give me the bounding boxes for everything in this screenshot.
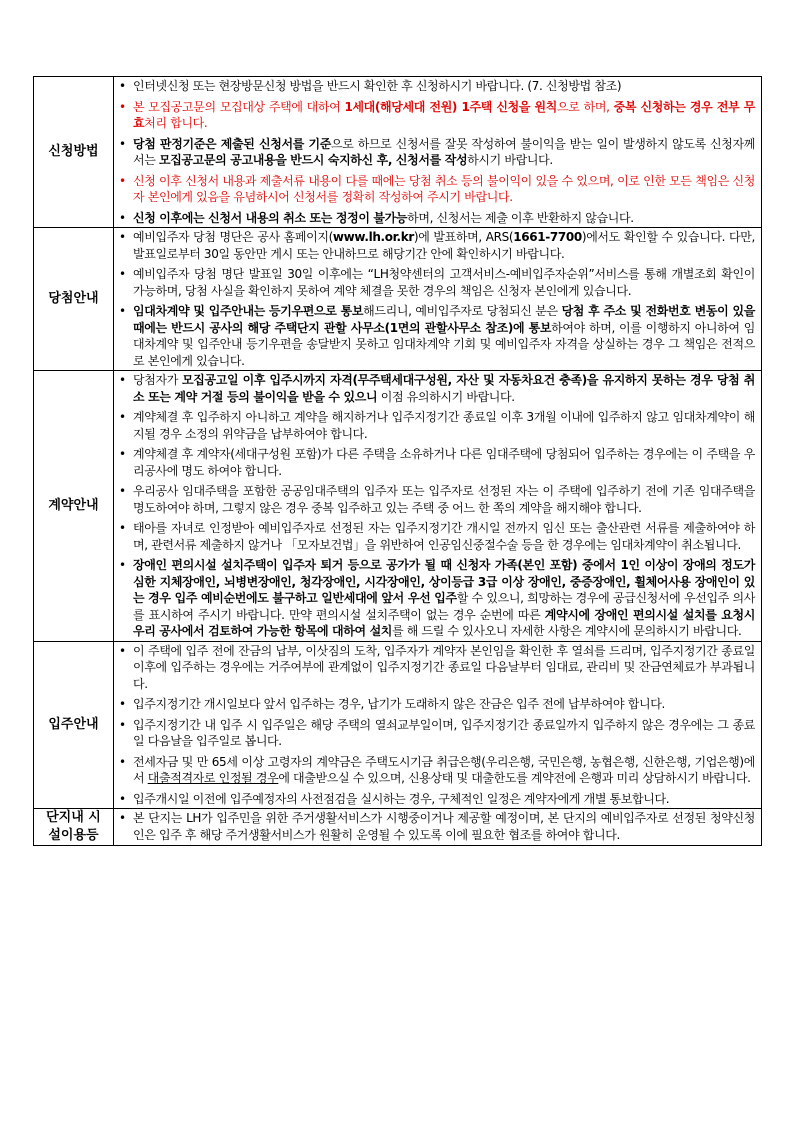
item-text: 으로 하며, [557,99,614,114]
item-text: 전세자금 및 만 65세 이상 고령자의 계약금은 주택도시기금 취급은행(우리은행, 국민은행, 농협은행, 신한은행, 기업은행)에서 [133,754,755,785]
section-label: 단지내 시설이용등 [34,809,114,846]
item-text: 하시기 바랍니다. [467,153,553,167]
item-text: )에 발표하며, ARS( [413,230,514,244]
list-item [118,173,755,206]
bullet-list [118,810,755,843]
item-text: 계약체결 후 입주하지 아니하고 계약을 해지하거나 입주지정기간 종료일 이후 3개월 이내에 입주하지 않고 임대차계약이 해지될 경우 소정의 위약금을 납부하여야 합니다. [133,410,755,441]
bullet-list [118,78,755,226]
item-text: 장애인 편의시설 설치주택이 입주자 퇴거 등으로 공가가 될 때 신청자 가족(본인 포함) 중에서 1인 이상이 장애의 정도가 심한 지체장애인, 뇌병변장애인, 청각장애인, 시각장애인, 상이등급 3급 이상 장애인, 중증장애인, 휠체어사용 장애인이 있는 경우 입주 예비순번에도 불구하고 일반세대에 앞서 우선 입주 [133,558,755,605]
list-item [118,136,755,169]
bullet-icon: • [119,173,126,188]
item-text: 예비입주자 당첨 명단 발표일 30일 이후에는 “LH청약센터의 고객서비스-예비입주자순위”서비스를 통해 개별조회 확인이 가능하며, 당첨 사실을 확인하지 못하여 계약 체결을 못한 경우의 책임은 신청자 본인에게 있습니다. [133,267,755,298]
item-text: 입주개시일 이전에 입주예정자의 사전점검을 실시하는 경우, 구체적인 일정은 계약자에게 개별 통보합니다. [133,791,670,806]
bullet-icon: • [119,484,126,498]
item-text: )에서도 확인할 수 있습니다. 다만, 발표일로부터 30일 동안만 게시 또는 안내하므로 해당기간 안에 확인하시기 바랍니다. [133,230,755,261]
item-text: 하여야 하며, 이를 이행하지 아니하여 임대차계약 및 입주안내 등기우편을 송달받지 못하고 임대차계약 기회 및 예비입주자 자격을 상실하는 경우 그 책임은 전적으로 본인에게 있습니다. [133,320,755,368]
item-text: 1세대(해당세대 전원) 1주택 신청을 원칙 [344,99,558,114]
item-text: 당첨 판정기준은 제출된 신청서를 기준 [133,136,332,151]
section-content [114,77,762,228]
list-item [118,643,755,693]
bullet-list [118,372,755,640]
item-text: 해드리니, 예비입주자로 당첨되신 분은 [363,304,562,318]
bullet-icon: • [119,410,126,424]
item-text: 에 대출받으실 수 있으며, 신용상태 및 대출한도를 계약전에 은행과 미리 상담하시기 바랍니다. [278,771,751,785]
item-text: 계약체결 후 계약자(세대구성원 포함)가 다른 주택을 소유하거나 다른 임대주택에 당첨되어 입주하는 경우에는 이 주택을 우리공사에 명도 하여야 합니다. [133,447,755,478]
list-item [118,409,755,442]
bullet-icon: • [119,79,126,93]
section-content [114,809,762,846]
item-text: 우리공사 임대주택을 포함한 공공임대주택의 입주자 또는 입주자로 선정된 자는 이 주택에 입주하기 전에 기존 임대주택을 명도하여야 하며, 그렇지 않은 경우 중복 입주하고 있는 주택 중 어느 한 쪽의 계약을 해지해야 합니다. [133,484,755,515]
list-item [118,483,755,516]
section-move-in-notice [34,641,762,809]
bullet-icon: • [119,99,126,114]
list-item [118,99,755,132]
section-label: 계약안내 [34,371,114,642]
item-text: 예비입주자 당첨 명단은 공사 홈페이지( [133,230,333,244]
section-contract-notice [34,371,762,642]
list-item [118,372,755,405]
bullet-icon: • [119,791,126,806]
bullet-icon: • [119,210,126,225]
bullet-icon: • [119,136,126,151]
item-text: 모집공고문의 공고내용을 반드시 숙지하신 후, 신청서를 작성 [158,153,468,167]
bullet-icon: • [119,521,126,535]
item-text: 를 해 드릴 수 있사오니 자세한 사항은 계약시에 문의하시기 바랍니다. [392,624,742,638]
bullet-icon: • [119,230,126,244]
item-text: 으로 하므로 신청서를 잘못 작성하여 불이익을 받는 일이 발생하지 않도록 신청자께서는 [133,136,755,167]
list-item [118,303,755,369]
item-text: 임대차계약 및 입주안내는 등기우편으로 통보 [133,304,364,318]
bullet-list [118,229,755,369]
item-text: 처리 합니다. [144,116,208,130]
section-label: 신청방법 [34,77,114,228]
section-facility-use [34,809,762,846]
item-text: 모집공고일 이후 입주시까지 자격(무주택세대구성원, 자산 및 자동차요건 충족)을 유지하지 못하는 경우 당첨 취소 또는 계약 거절 등의 불이익을 받을 수 있으니 [133,373,755,404]
section-content [114,641,762,809]
item-text: www.lh.or.kr [332,230,414,244]
list-item [118,717,755,750]
item-text: 계약시에 장애인 편의시설 설치를 요청시 우리 공사에서 검토하여 가능한 항목에 대하여 설치 [133,607,755,638]
bullet-icon: • [119,697,126,711]
list-item [118,754,755,787]
item-text: 입주지정기간 개시일보다 앞서 입주하는 경우, 납기가 도래하지 않은 잔금은 입주 전에 납부하여야 합니다. [133,697,665,711]
list-item [118,791,755,808]
item-text: 이점 유의하시기 바랍니다. [377,389,515,404]
item-text: 태아를 자녀로 인정받아 예비입주자로 선정된 자는 입주지정기간 개시일 전까지 임신 또는 출산관련 서류를 제출하여야 하며, 관련서류 제출하지 않거나 「모자보건법」을 위반하여 인공임신중절수술 등을 한 경우에는 임대차계약이 취소됩니다. [133,521,755,552]
section-label: 당첨안내 [34,228,114,371]
item-text: 본 모집공고문의 모집대상 주택에 대하여 [133,99,345,114]
bullet-icon: • [119,304,126,318]
list-item [118,557,755,640]
bullet-icon: • [119,643,126,658]
bullet-icon: • [119,373,126,387]
item-text: 신청 이후에는 신청서 내용의 취소 또는 정정이 불가능 [133,210,408,225]
list-item [118,229,755,262]
bullet-icon: • [119,717,126,732]
section-application-method [34,77,762,228]
section-label: 입주안내 [34,641,114,809]
item-text: 할 수 있으니, 희망하는 경우에 공급신청서에 우선입주 의사를 표시하여 주시기 바랍니다. 만약 편의시설 설치주택이 없는 경우 순번에 따른 [133,591,755,622]
item-text: 이 주택에 입주 전에 잔금의 납부, 이삿짐의 도착, 입주자가 계약자 본인임을 확인한 후 열쇠를 드리며, 입주지정기간 종료일 이후에 입주하는 경우에는 거주여부에 관계없이 입주지정기간 종료일 다음날부터 임대료, 관리비 및 잔금연체료가 부과됩니다. [133,643,755,691]
list-item [118,446,755,479]
item-text: 당첨 후 주소 및 전화번호 변동이 있을 때에는 반드시 공사의 해당 주택단지 관할 사무소(1면의 관할사무소 참조)에 통보 [133,304,755,335]
item-text: 신청 이후 신청서 내용과 제출서류 내용이 다를 때에는 당첨 취소 등의 불이익이 있을 수 있으며, 이로 인한 모든 책임은 신청자 본인에게 있음을 유념하시어 신청서를 정확히 작성하여 주시기 바랍니다. [133,173,755,204]
list-item [118,266,755,299]
bullet-icon: • [119,754,126,769]
list-item [118,810,755,843]
section-content [114,371,762,642]
item-text: 중복 신청하는 경우 전부 무효 [133,99,755,130]
item-text: 당첨자가 [133,373,182,387]
item-text: 입주지정기간 내 입주 시 입주일은 해당 주택의 열쇠교부일이며, 입주지정기간 종료일까지 입주하지 않은 경우에는 그 종료일 다음날을 입주일로 봅니다. [133,717,755,748]
list-item [118,78,755,95]
section-content [114,228,762,371]
bullet-icon: • [119,447,126,461]
item-text: 1661-7700 [513,230,582,244]
bullet-list [118,643,755,808]
notice-table [33,76,762,846]
section-winner-notice [34,228,762,371]
list-item [118,520,755,553]
item-text: 하며, 신청서는 제출 이후 반환하지 않습니다. [407,210,634,225]
item-text: 인터넷신청 또는 현장방문신청 방법을 반드시 확인한 후 신청하시기 바랍니다. (7. 신청방법 참조) [133,79,622,93]
bullet-icon: • [119,811,126,825]
list-item [118,210,755,227]
bullet-icon: • [119,267,126,281]
bullet-icon: • [119,558,126,572]
item-text: 본 단지는 LH가 입주민을 위한 주거생활서비스가 시행중이거나 제공할 예정이며, 본 단지의 예비입주자로 선정된 청약신청인은 입주 후 해당 주거생활서비스가 원활히 운영될 수 있도록 이에 필요한 협조를 하여야 합니다. [133,811,755,842]
item-text: 대출적격자로 인정될 경우 [147,771,279,785]
list-item [118,696,755,713]
